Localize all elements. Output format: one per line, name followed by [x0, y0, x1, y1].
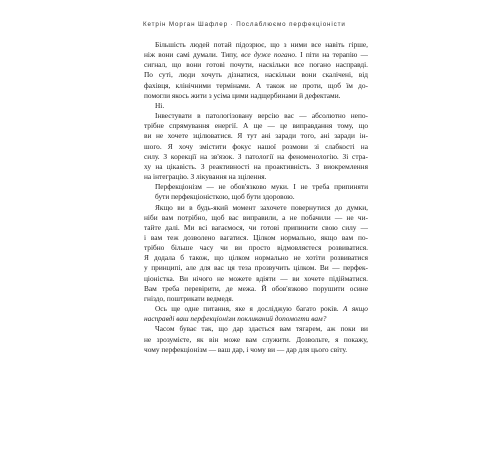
text-line	[144, 131, 368, 141]
text-segment: шого. Я хочу змістити фокус нашої розмови зі слабкості на	[144, 141, 368, 151]
italic-segment: все дуже погано	[241, 50, 296, 60]
text-line	[144, 162, 368, 172]
text-segment: Ось ще одне питання, яке я досліджую багато років.	[155, 304, 343, 314]
text-segment: ціоністка. Ви нічого не можете вдіяти — ви хочете підійматися.	[144, 273, 368, 283]
text-segment: Часом буває так, що дар здається вам тягарем, аж поки ви	[155, 324, 368, 334]
text-segment: помогли якось жити з усіма цими надщербинами й дефектами.	[144, 90, 341, 100]
text-line	[144, 274, 368, 284]
text-segment: Я додала б також, що цілком нормально не хотіти розвиватися	[144, 253, 368, 263]
text-line	[144, 142, 368, 152]
text-line	[144, 121, 368, 131]
text-line	[144, 192, 368, 202]
text-line	[144, 203, 368, 213]
text-line	[144, 223, 368, 233]
text-line	[144, 345, 368, 355]
text-line	[144, 284, 368, 294]
text-segment: Перфекціонізм — не обов'язково муки. І не треба припиняти	[155, 182, 368, 192]
text-segment: і вам теж дозволено вагатися. Цілком нормально, якщо вам по-	[144, 232, 368, 242]
text-segment: гніздо, поштрикати ведмедя.	[144, 293, 234, 303]
running-head: Кетрін Морган Шафлер · Послаблюємо перфекціоністи	[143, 21, 346, 28]
text-line	[144, 314, 368, 324]
text-segment: у принципі, але для вас ця теза прозвучить цілком. Ви — перфек-	[144, 263, 368, 273]
text-segment: фахівця, клінічними термінами. А також не проти, щоб їм до-	[144, 80, 368, 90]
text-segment: . І піти на терапію —	[295, 50, 368, 60]
text-line	[144, 81, 368, 91]
text-segment: чому перфекціонізм — ваш дар, і чому ви — дар для цього світу.	[144, 344, 348, 354]
text-line	[144, 40, 368, 50]
text-segment: тайте далі. Ми всі вагаємося, чи готові припинити свою силу —	[144, 222, 368, 232]
text-line	[144, 50, 368, 60]
text-line	[144, 233, 368, 243]
text-line	[144, 213, 368, 223]
text-segment: сигнал, що вони готові почути, наскільки все погано насправді.	[144, 60, 368, 70]
text-line	[144, 91, 368, 101]
text-segment: Більшість людей потай підозрює, що з ними все навіть гірше,	[155, 40, 368, 49]
text-segment: По суті, люди хочуть дізнатися, наскільки вони скалічені, від	[144, 70, 368, 80]
text-line	[144, 182, 368, 192]
text-segment: ніби вам потрібно, щоб вас виправили, а не побачили — не чи-	[144, 212, 368, 222]
text-segment: Ні.	[155, 100, 165, 110]
text-line	[144, 263, 368, 273]
text-segment: не зрозумієте, як він може вам служити. Дозвольте, я покажу,	[144, 334, 368, 344]
body-text	[144, 40, 368, 355]
text-segment: силу. З корекції на зв'язок. З патології на феноменологію. Зі стра-	[144, 151, 368, 161]
text-segment: ніж вони самі думали. Типу,	[144, 50, 242, 60]
text-line	[144, 101, 368, 111]
italic-segment: А якщо	[342, 304, 368, 314]
text-line	[144, 243, 368, 253]
text-line	[144, 172, 368, 182]
text-segment: Інвестувати в патологізовану версію вас — абсолютно непо-	[155, 111, 368, 121]
text-line	[144, 253, 368, 263]
text-segment: на інтеграцію. З лікування на зцілення.	[144, 172, 267, 182]
text-segment: трібно більше часу чи ви просто відмовляєтеся розвиватися.	[144, 243, 368, 253]
text-segment: ви не хочете зцілюватися. Я тут ані заради того, ані заради ін-	[144, 131, 368, 141]
text-line	[144, 152, 368, 162]
text-line	[144, 70, 368, 80]
text-line	[144, 335, 368, 345]
text-segment: Вам треба перевірити, де межа. Й обов'язково порушити осине	[144, 283, 368, 293]
text-line	[144, 294, 368, 304]
text-line	[144, 111, 368, 121]
text-segment: трібне спрямування енергії. А ще — це виправдання тому, що	[144, 121, 368, 131]
text-segment: бути перфекціоністкою, щоб бути здоровою.	[155, 192, 295, 202]
text-line	[144, 324, 368, 334]
text-segment: Якщо ви в будь-який момент захочете повернутися до думки,	[155, 202, 368, 212]
italic-segment: насправді ваш перфекціонізм покликаний допомогти вам?	[144, 314, 327, 324]
text-line	[144, 60, 368, 70]
text-segment: ху на цікавість. З реактивності на проактивність. З виокремлення	[144, 161, 368, 171]
text-line	[144, 304, 368, 314]
